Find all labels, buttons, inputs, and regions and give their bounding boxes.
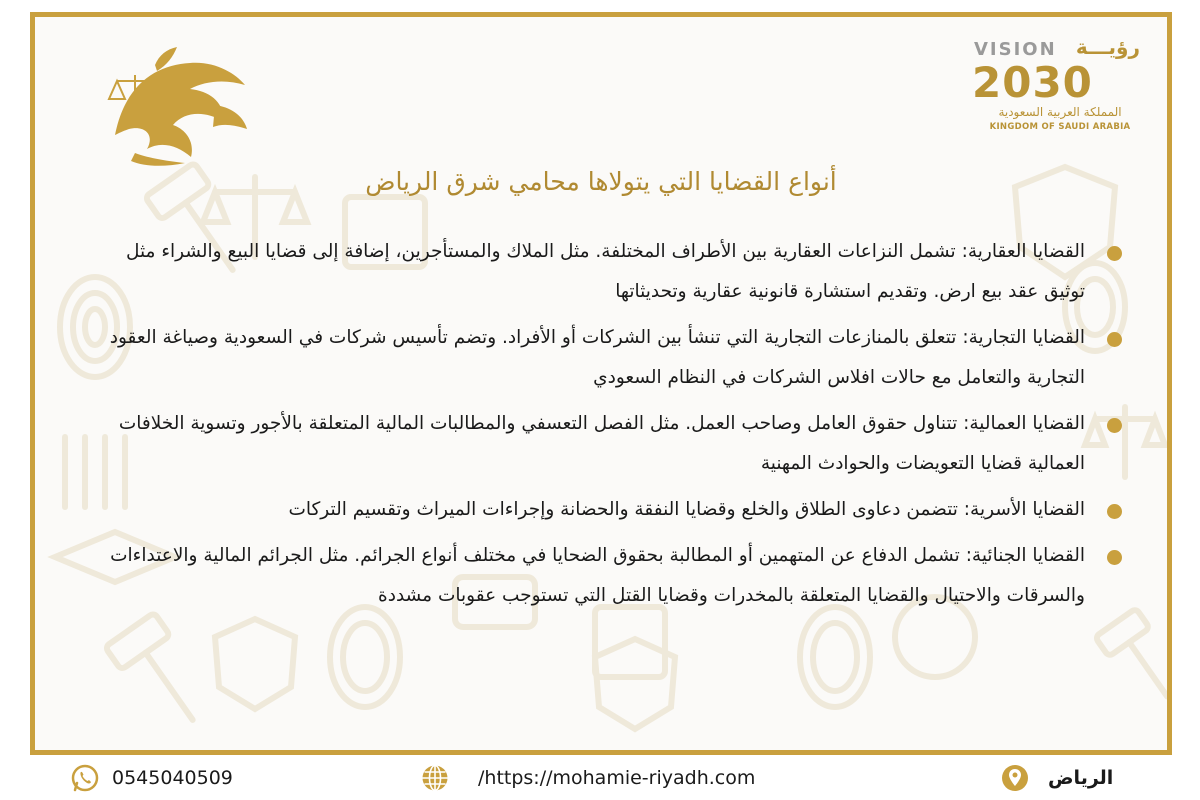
vision-2030-logo	[972, 35, 1147, 135]
footer-website[interactable]	[420, 763, 755, 793]
bullet-icon	[1107, 332, 1122, 347]
globe-icon	[420, 763, 450, 793]
phone-number: 0545040509	[112, 767, 233, 789]
kingdom-arabic: المملكة العربية السعودية	[998, 105, 1122, 119]
bullet-icon	[1107, 550, 1122, 565]
bullet-icon	[1107, 246, 1122, 261]
list-item-criminal	[107, 536, 1122, 616]
content-frame	[30, 12, 1172, 755]
vision-arabic: رؤيـــة	[1075, 35, 1140, 59]
location-pin-icon	[1000, 763, 1030, 793]
vision-number: 2030	[972, 58, 1093, 107]
calligraphy-logo-icon	[95, 45, 255, 170]
vision-word: VISION	[974, 39, 1057, 60]
list-item-text: القضايا التجارية: تتعلق بالمنازعات التجارية التي تنشأ بين الشركات أو الأفراد. وتضم تأسيس شركات في السعودية وصياغة العقود التجارية والتعامل مع حالات افلاس الشركات في النظام السعودي	[109, 327, 1085, 388]
bullet-icon	[1107, 504, 1122, 519]
website-link: /https://mohamie-riyadh.com	[478, 767, 756, 789]
list-item-text: القضايا الجنائية: تشمل الدفاع عن المتهمين أو المطالبة بحقوق الضحايا في مختلف أنواع الجرائم. مثل الجرائم المالية والاعتداءات والسرقات والاحتيال والقضايا المتعلقة بالمخدرات وقضايا القتل التي تستوجب عقوبات مشددة	[110, 545, 1085, 606]
footer-contact-bar	[0, 755, 1200, 800]
list-item-text: القضايا العمالية: تتناول حقوق العامل وصاحب العمل. مثل الفصل التعسفي والمطالبات المالية المتعلقة بالأجور وتسوية الخلافات العمالية قضايا التعويضات والحوادث المهنية	[118, 413, 1085, 474]
list-item-family	[107, 490, 1122, 530]
kingdom-english: KINGDOM OF SAUDI ARABIA	[989, 122, 1131, 132]
list-item-commercial	[107, 318, 1122, 398]
page-title: أنواع القضايا التي يتولاها محامي شرق الرياض	[365, 167, 837, 196]
list-item-real-estate	[107, 232, 1122, 312]
footer-location[interactable]	[1000, 763, 1113, 793]
location-text: الرياض	[1048, 767, 1114, 789]
whatsapp-icon	[70, 763, 100, 793]
bullet-icon	[1107, 418, 1122, 433]
list-item-text: القضايا العقارية: تشمل النزاعات العقارية بين الأطراف المختلفة. مثل الملاك والمستأجرين، إضافة إلى قضايا البيع والشراء مثل توثيق عقد بيع ارض. وتقديم استشارة قانونية عقارية وتحديثاتها	[125, 241, 1085, 302]
footer-phone[interactable]	[70, 763, 233, 793]
list-item-text: القضايا الأسرية: تتضمن دعاوى الطلاق والخلع وقضايا النفقة والحضانة وإجراءات الميراث وتقسيم التركات	[288, 499, 1085, 520]
list-item-labor	[107, 404, 1122, 484]
case-types-list	[107, 232, 1122, 622]
